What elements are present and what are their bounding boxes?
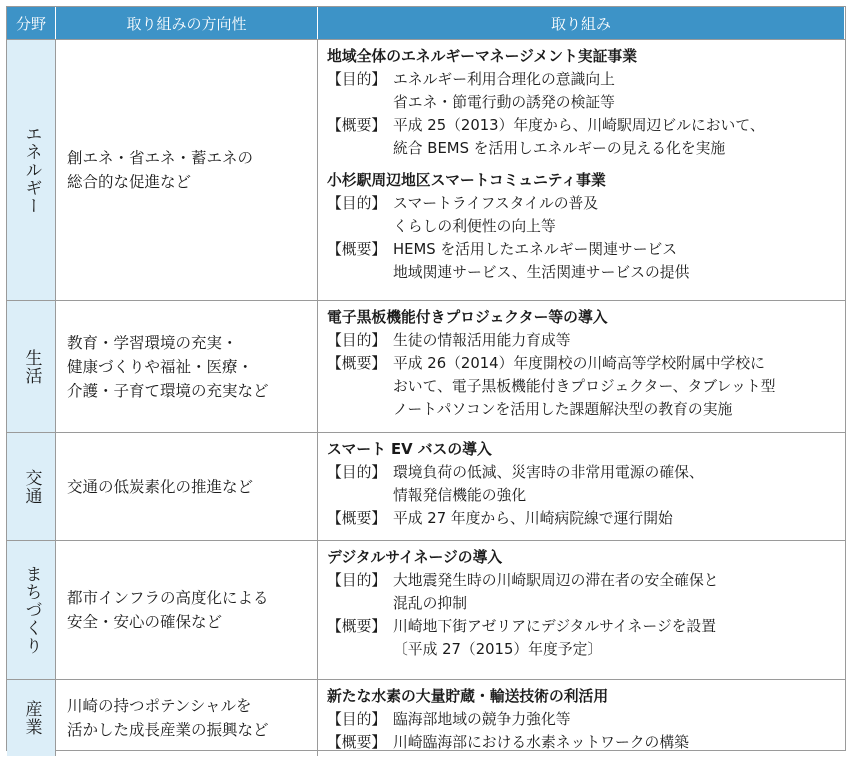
- overview-text: 平成 26（2014）年度開校の川崎高等学校附属中学校に: [393, 355, 765, 372]
- direction-text: 川崎の持つポテンシャルを 活かした成長産業の振興など: [67, 697, 269, 739]
- purpose-tag: 【目的】: [327, 71, 387, 88]
- header-direction: 取り組みの方向性: [56, 7, 318, 39]
- purpose-line: [327, 68, 839, 91]
- overview-tag: [327, 261, 393, 284]
- purpose-text: 省エネ・節電行動の誘発の検証等: [393, 94, 615, 111]
- overview-tag: 【概要】: [327, 734, 387, 751]
- overview-text: おいて、電子黒板機能付きプロジェクター、タブレット型: [393, 378, 776, 395]
- direction-text: 創エネ・省エネ・蓄エネの 総合的な促進など: [67, 149, 254, 191]
- field-cell: [7, 39, 56, 300]
- field-label: まちづくり: [21, 565, 42, 655]
- overview-line: [327, 731, 839, 754]
- purpose-tag: [327, 91, 393, 114]
- purpose-line: [327, 592, 839, 615]
- purpose-line: [327, 192, 839, 215]
- direction-text: 交通の低炭素化の推進など: [67, 477, 254, 496]
- initiatives-cell: [318, 679, 845, 756]
- overview-text: 川崎臨海部における水素ネットワークの構築: [393, 734, 689, 751]
- project-block: [327, 45, 839, 160]
- overview-line: [327, 615, 839, 638]
- overview-text: 統合 BEMS を活用しエネルギーの見える化を実施: [393, 140, 726, 157]
- overview-tag: 【概要】: [327, 510, 387, 527]
- direction-text: 都市インフラの高度化による 安全・安心の確保など: [67, 589, 269, 631]
- initiatives-cell: [318, 39, 845, 300]
- overview-text: HEMS を活用したエネルギー関連サービス: [393, 241, 678, 258]
- project-title: 地域全体のエネルギーマネージメント実証事業: [327, 48, 637, 65]
- project-title: デジタルサイネージの導入: [327, 549, 503, 566]
- purpose-line: [327, 569, 839, 592]
- project-title: 電子黒板機能付きプロジェクター等の導入: [327, 309, 608, 326]
- overview-text: 地域関連サービス、生活関連サービスの提供: [393, 264, 690, 281]
- overview-text: 〔平成 27（2015）年度予定〕: [393, 641, 603, 658]
- purpose-text: スマートライフスタイルの普及: [393, 195, 599, 212]
- overview-line: [327, 261, 839, 284]
- field-cell: [7, 679, 56, 756]
- header-initiatives: 取り組み: [318, 7, 845, 39]
- direction-cell: [56, 39, 318, 300]
- purpose-line: [327, 708, 839, 731]
- direction-cell: [56, 679, 318, 756]
- field-label: 交通: [21, 468, 42, 505]
- overview-tag: [327, 137, 393, 160]
- project-title: 新たな水素の大量貯蔵・輸送技術の利活用: [327, 688, 609, 705]
- purpose-line: [327, 461, 839, 484]
- purpose-line: [327, 215, 839, 238]
- project-block: [327, 546, 839, 661]
- overview-line: [327, 238, 839, 261]
- field-cell: [7, 540, 56, 679]
- overview-text: 平成 25（2013）年度から、川崎駅周辺ビルにおいて、: [393, 117, 765, 134]
- purpose-text: エネルギー利用合理化の意識向上: [393, 71, 615, 88]
- overview-line: [327, 507, 839, 530]
- purpose-text: 混乱の抑制: [393, 595, 467, 612]
- purpose-tag: [327, 215, 393, 238]
- overview-text: 川崎地下街アゼリアにデジタルサイネージを設置: [393, 618, 717, 635]
- project-title: スマート EV バスの導入: [327, 441, 492, 458]
- overview-text: ノートパソコンを活用した課題解決型の教育の実施: [393, 401, 733, 418]
- header-field: 分野: [7, 7, 56, 39]
- purpose-text: くらしの利便性の向上等: [393, 218, 556, 235]
- overview-line: [327, 352, 839, 375]
- project-block: [327, 306, 839, 421]
- purpose-tag: [327, 484, 393, 507]
- field-cell: [7, 300, 56, 432]
- overview-line: [327, 375, 839, 398]
- purpose-text: 環境負荷の低減、災害時の非常用電源の確保、: [393, 464, 704, 481]
- overview-tag: 【概要】: [327, 355, 387, 372]
- overview-tag: 【概要】: [327, 117, 387, 134]
- purpose-tag: 【目的】: [327, 464, 387, 481]
- purpose-line: [327, 91, 839, 114]
- purpose-tag: 【目的】: [327, 195, 387, 212]
- purpose-text: 大地震発生時の川崎駅周辺の滞在者の安全確保と: [393, 572, 719, 589]
- direction-cell: [56, 540, 318, 679]
- purpose-tag: [327, 592, 393, 615]
- project-block: [327, 438, 839, 530]
- purpose-text: 情報発信機能の強化: [393, 487, 527, 504]
- initiatives-table: [6, 6, 846, 751]
- overview-tag: 【概要】: [327, 241, 387, 258]
- purpose-text: 生徒の情報活用能力育成等: [393, 332, 571, 349]
- overview-tag: 【概要】: [327, 618, 387, 635]
- purpose-tag: 【目的】: [327, 572, 387, 589]
- purpose-tag: 【目的】: [327, 711, 387, 728]
- field-label: 生活: [21, 348, 42, 385]
- initiatives-cell: [318, 300, 845, 432]
- overview-tag: [327, 375, 393, 398]
- overview-line: [327, 114, 839, 137]
- overview-tag: [327, 398, 393, 421]
- direction-cell: [56, 432, 318, 540]
- purpose-line: [327, 329, 839, 352]
- purpose-text: 臨海部地域の競争力強化等: [393, 711, 571, 728]
- overview-line: [327, 638, 839, 661]
- initiatives-cell: [318, 540, 845, 679]
- purpose-tag: 【目的】: [327, 332, 387, 349]
- field-cell: [7, 432, 56, 540]
- direction-text: 教育・学習環境の充実・ 健康づくりや福祉・医療・ 介護・子育て環境の充実など: [67, 333, 269, 400]
- direction-cell: [56, 300, 318, 432]
- initiatives-cell: [318, 432, 845, 540]
- overview-tag: [327, 638, 393, 661]
- overview-text: 平成 27 年度から、川崎病院線で運行開始: [393, 510, 673, 527]
- project-title: 小杉駅周辺地区スマートコミュニティ事業: [327, 172, 606, 189]
- project-block: [327, 685, 839, 754]
- project-block: [327, 169, 839, 284]
- overview-line: [327, 137, 839, 160]
- field-label: 産業: [21, 700, 42, 736]
- purpose-line: [327, 484, 839, 507]
- field-label: エネルギー: [21, 125, 42, 215]
- overview-line: [327, 398, 839, 421]
